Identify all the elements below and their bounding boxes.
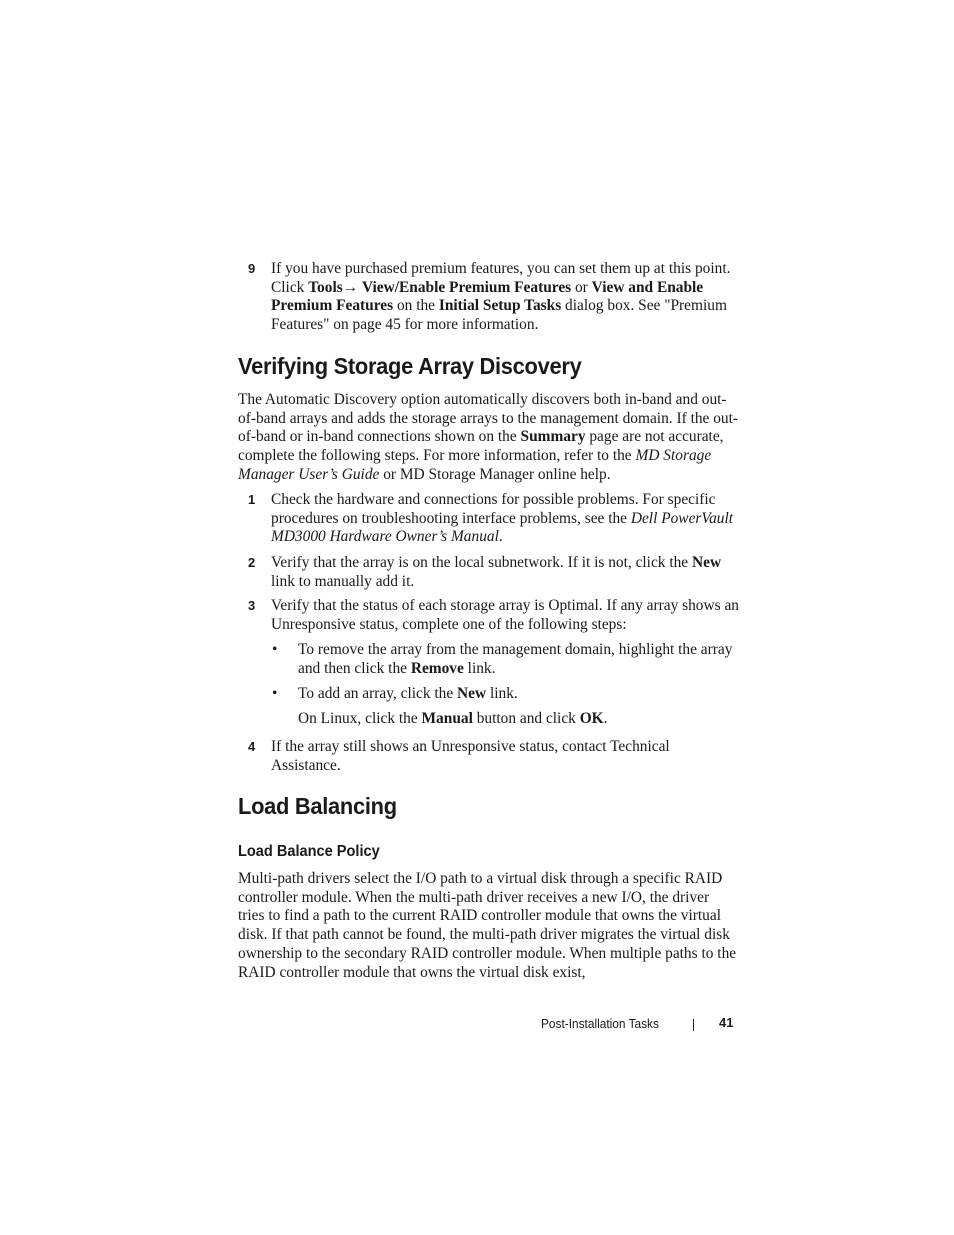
step-number: 3: [248, 598, 256, 613]
paragraph-text: The Automatic Discovery option automatically discovers both in-band and out-of-band arrays and adds the storage arrays to the management domain. If the out-of-band or in-band connections shown on the: [238, 391, 739, 446]
button-reference: OK: [579, 710, 604, 727]
note-text-part: button and click: [472, 710, 580, 727]
step-text-part: Verify that the array is on the local subnetwork. If it is not, click the: [271, 554, 692, 571]
bullet-text-part: To remove the array from the management domain, highlight the array and then click the: [298, 641, 733, 677]
step-text: [271, 597, 741, 634]
step-text: [271, 260, 741, 335]
section-heading-verifying-discovery: Verifying Storage Array Discovery: [238, 353, 582, 379]
note-text-part: .: [603, 710, 608, 727]
intro-paragraph: [238, 391, 738, 485]
bullet-icon: •: [272, 685, 278, 702]
load-balance-paragraph: Multi-path drivers select the I/O path to a virtual disk through a specific RAID controller module. When the multi-path driver receives a new I/O, the driver tries to find a path to the current RAID controller module that owns the virtual disk. If that path cannot be found, the multi-path driver migrates the virtual disk ownership to the secondary RAID controller module. When multiple paths to the RAID controller module that owns the virtual disk exist,: [238, 870, 737, 981]
bullet-text-part: To add an array, click the: [298, 685, 458, 702]
step-text: [271, 738, 691, 775]
step-text-part: If you have purchased premium features, you can set them up at this point. Click: [271, 260, 731, 296]
subheading-load-balance-policy: Load Balance Policy: [238, 843, 380, 860]
step-number: 2: [248, 555, 256, 570]
paragraph-text: page are not accurate, complete the following steps. For more information, refer to the: [238, 428, 724, 465]
link-reference: Remove: [410, 659, 464, 677]
menu-reference: View/Enable Premium Features: [361, 278, 572, 296]
step-text-part: .: [498, 528, 503, 546]
bullet-icon: •: [272, 641, 278, 658]
link-reference: New: [457, 685, 487, 702]
button-reference: Manual: [421, 710, 473, 727]
link-reference: New: [692, 554, 722, 571]
paragraph-text: or MD Storage Manager online help.: [379, 465, 611, 483]
step-text-part: Check the hardware and connections for possible problems. For specific procedures on troubleshooting interface problems, see the: [271, 491, 716, 527]
step-text-part: or: [571, 278, 592, 296]
linux-note: [298, 710, 738, 729]
step-text-part: If the array still shows an Unresponsive status, contact Technical Assistance.: [271, 738, 670, 774]
page-number: 41: [719, 1015, 734, 1030]
step-text-part: Verify that the status of each storage array is Optimal. If any array shows an Unresponsive status, complete one of the following steps:: [271, 597, 739, 633]
bullet-text-part: link.: [463, 659, 496, 677]
step-text: [271, 491, 739, 547]
page-reference: Summary: [520, 428, 586, 446]
document-reference: MD Storage Manager User’s Guide: [238, 447, 712, 483]
step-text: [271, 554, 741, 591]
step-text-part: on the: [393, 297, 439, 315]
step-number: 9: [248, 261, 256, 276]
step-text-part: link to manually add it.: [271, 572, 415, 590]
step-number: 1: [248, 492, 256, 507]
document-reference: Dell PowerVault MD3000 Hardware Owner’s Manual: [271, 509, 734, 546]
step-text-part: →: [342, 278, 362, 296]
bullet-text-part: link.: [486, 685, 518, 702]
section-heading-load-balancing: Load Balancing: [238, 793, 397, 819]
note-text-part: On Linux, click the: [298, 710, 422, 727]
footer-chapter-title: Post-Installation Tasks: [541, 1017, 659, 1031]
menu-reference: View and Enable Premium Features: [271, 278, 704, 315]
bullet-item: [298, 685, 738, 704]
footer-divider: [693, 1019, 694, 1031]
bullet-item: [298, 641, 738, 678]
dialog-reference: Initial Setup Tasks: [438, 297, 562, 315]
step-number: 4: [248, 739, 256, 754]
menu-reference: Tools: [308, 278, 343, 296]
step-text-part: dialog box. See "Premium Features" on page 45 for more information.: [271, 297, 727, 334]
